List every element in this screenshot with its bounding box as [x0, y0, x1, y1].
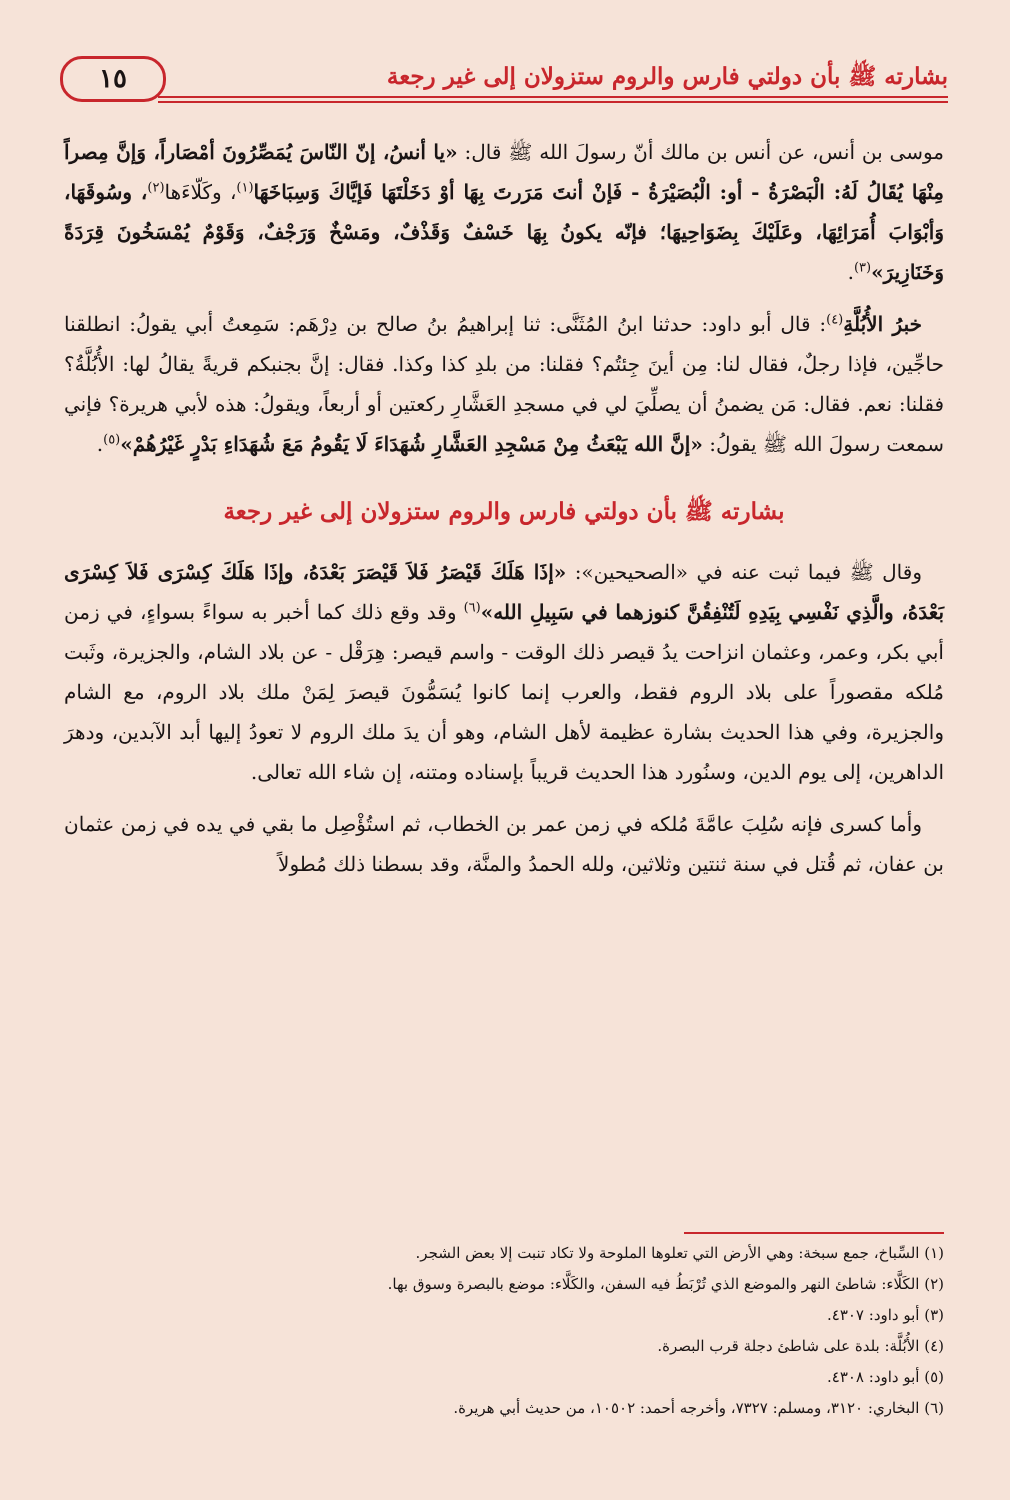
paragraph-ubulla-report [64, 304, 944, 464]
hadith-quote: «إذَا هَلَكَ قَيْصَرُ فَلاَ قَيْصَرَ بَعْدَهُ، وإذَا هَلَكَ كِسْرَى فَلاَ كِسْرَى بَعْدَهُ، والَّذِي نَفْسِي بِيَدِهِ لَتُنْفِقُنَّ كنوزهما في سَبِيلِ الله» [64, 560, 945, 624]
running-title: بشارته ﷺ بأن دولتي فارس والروم ستزولان إلى غير رجعة [386, 63, 948, 90]
footnote-ref: (١) [236, 180, 254, 196]
paragraph-caesar-khosrow [64, 552, 944, 792]
hadith-quote: «إنَّ الله يَبْعَثُ مِنْ مَسْجِدِ العَشَّارِ شُهَدَاءَ لَا يَقُومُ مَعَ شُهَدَاءِ بَدْرٍ غَيْرُهُمْ» [120, 432, 703, 456]
text-run: وقد وقع ذلك كما أخبر به سواءً بسواءٍ، في زمن أبي بكر، وعمر، وعثمان انزاحت يدُ قيصر ذلك الوقت - واسم قيصر: هِرَقْل - عن بلاد الشام، والجزيرة، وثَبت مُلكه مقصوراً على بلاد الروم فقط، والعرب إنما كانوا يُسَمُّونَ قيصرَ لِمَنْ ملك بلاد الروم، مع الشام والجزيرة، وفي هذا الحديث بشارة عظيمة لأهل الشام، وهو أن يدَ ملك الروم لا تعودُ إليها أبد الآبدين، ودهرَ الداهرين، إلى يوم الدين، وسنُورد هذا الحديث قريباً بإسناده ومتنه، إن شاء الله تعالى. [64, 600, 944, 784]
header-rule-top [158, 96, 948, 98]
footnote: (٥) أبو داود: ٤٣٠٨. [826, 1368, 944, 1386]
footnote-ref: (٤) [826, 312, 844, 328]
footnote-ref: (٣) [853, 260, 872, 276]
footnote: (١) السِّباخ، جمع سبخة: وهي الأرض التي تعلوها الملوحة ولا تكاد تنبت إلا بعض الشجر. [415, 1244, 944, 1262]
footnote: (٢) الكَلَّاء: شاطئ النهر والموضع الذي تُرْبَطُ فيه السفن، والكَلَّاء: موضع بالبصرة وسوق بها. [387, 1275, 944, 1293]
text-run: . [847, 260, 854, 284]
paragraph-basra-hadith [64, 132, 944, 292]
hadith-quote: ، وسُوقَهَا، وَأبْوَابَ أُمَرَائِهَا، وعَلَيْكَ بِضَوَاحِيهَا؛ فإنّه يكونُ بِهَا خَسْفٌ وَقَذْفٌ، ومَسْخٌ وَرَجْفٌ، وَقَوْمٌ يُمْسَخُونَ قِرَدَةً وَخَنَازِيرَ» [64, 180, 944, 284]
footnote-separator [684, 1232, 944, 1234]
footnote: (٦) البخاري: ٣١٢٠، ومسلم: ٧٣٢٧، وأخرجه أحمد: ١٠٥٠٢، من حديث أبي هريرة. [453, 1399, 944, 1417]
main-text [64, 132, 944, 884]
page-number: ١٥ [99, 64, 127, 94]
footnote-ref: (٢) [147, 180, 165, 196]
text-run: . [96, 432, 104, 456]
page-header [60, 52, 948, 102]
footnote: (٣) أبو داود: ٤٣٠٧. [826, 1306, 944, 1324]
text-run: ، وكَلّاءَها [164, 180, 237, 204]
text-run: موسى بن أنس، عن أنس بن مالك أنّ رسولَ الله ﷺ قال: [457, 140, 944, 164]
text-run: وقال ﷺ فيما ثبت عنه في «الصحيحين»: [566, 560, 922, 584]
hadith-quote: «يا أنسُ، إنّ النّاسَ يُمَصِّرُونَ أمْصَاراً، وَإنَّ مِصراً مِنْهَا يُقَالُ لَهُ: الْبَصْرَةُ - أو: الْبُصَيْرَةُ - فَإنْ أنتَ مَرَرتَ بِهَا أوْ دَخَلْتَهَا فَإيَّاكَ وَسِبَاخَهَا [64, 140, 944, 204]
page-number-badge [60, 56, 166, 102]
header-rule-bottom [158, 101, 948, 103]
paragraph-khosrow-end [64, 804, 944, 884]
section-heading: بشارته ﷺ بأن دولتي فارس والروم ستزولان إلى غير رجعة [223, 498, 785, 525]
paragraph-lead: خبرُ الأُبُلَّةِ [843, 312, 922, 336]
footnotes [64, 1238, 944, 1424]
footnote: (٤) الأُبُلَّة: بلدة على شاطئ دجلة قرب البصرة. [657, 1337, 944, 1355]
text-run: وأما كسرى فإنه سُلِبَ عامَّةَ مُلكه في زمن عمر بن الخطاب، ثم استُؤْصِل ما بقي في يده في زمن عثمان بن عفان، ثم قُتل في سنة ثنتين وثلاثين، ولله الحمدُ والمنَّة، وقد بسطنا ذلك مُطولاً [64, 812, 944, 876]
footnote-ref: (٥) [103, 432, 121, 448]
text-run: : قال أبو داود: حدثنا ابنُ المُثَنَّى: ثنا إبراهيمُ بنُ صالح بن دِرْهَم: سَمِعتُ أبي يقولُ: انطلقنا حاجِّين، فإذا رجلٌ، فقال لنا: مِن أينَ جِئتُم؟ فقلنا: من بلدِ كذا وكذا. فقال: إنَّ بجنبكم قريةً يقالُ لها: الأُبُلَّةُ؟ فقلنا: نعم. فقال: مَن يضمنُ أن يصلِّيَ لي في مسجدِ العَشَّارِ ركعتين أو أربعاً، ويقولُ: هذه لأبي هريرة؟ فإني سمعت رسولَ الله ﷺ يقولُ: [64, 312, 945, 456]
footnote-ref: (٦) [463, 600, 481, 616]
